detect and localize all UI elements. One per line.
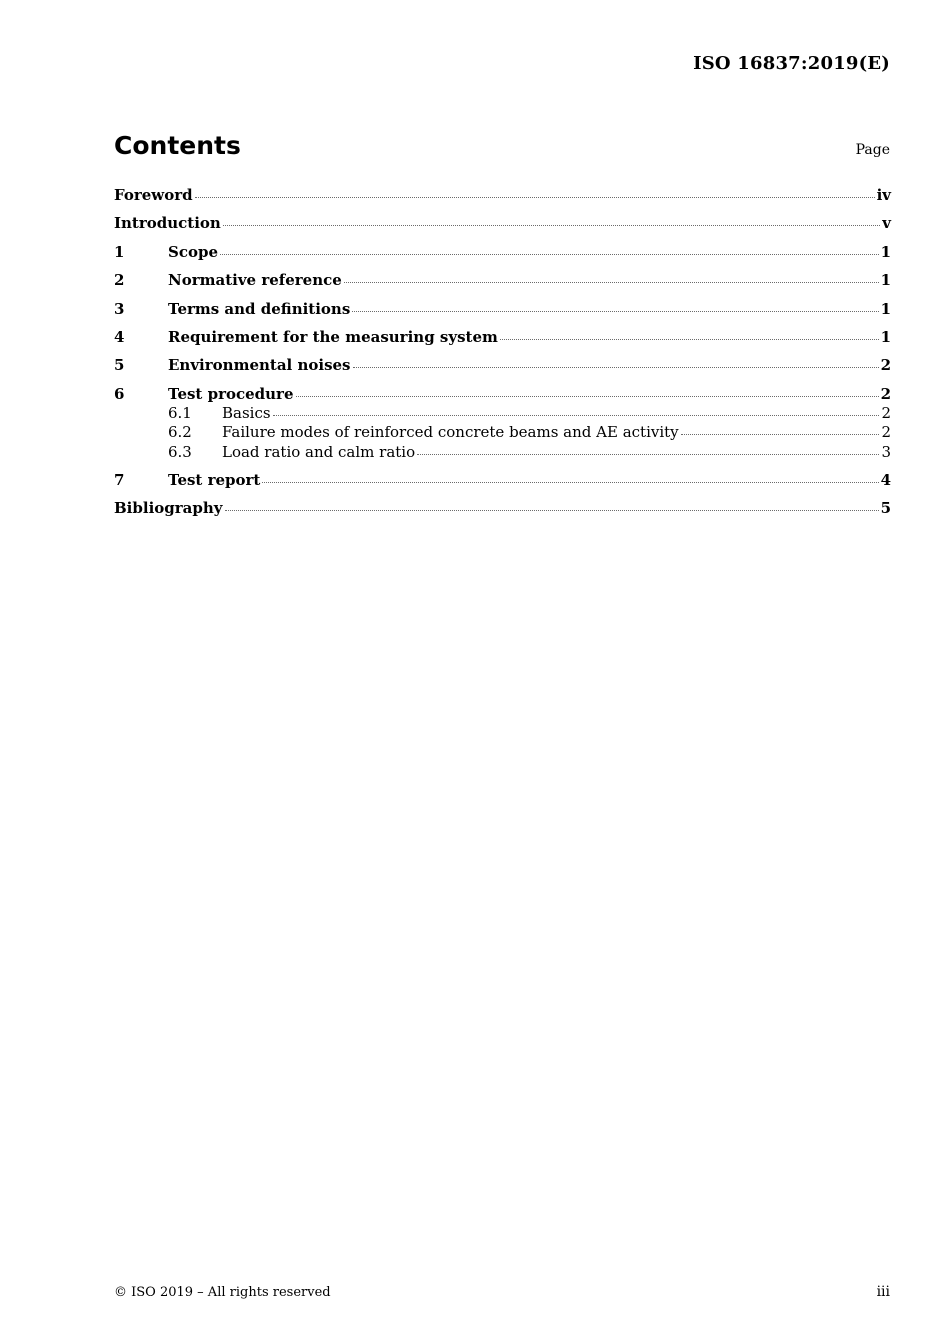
- toc-entry-number: 3: [114, 300, 125, 318]
- contents-heading: Contents: [114, 131, 241, 160]
- toc-entry-title: Environmental noises: [168, 356, 351, 374]
- toc-entry-page: 2: [880, 385, 891, 403]
- copyright-notice: © ISO 2019 – All rights reserved: [114, 1285, 331, 1300]
- toc-entry-page: 1: [880, 243, 891, 261]
- toc-entry-title: Introduction: [114, 214, 221, 232]
- dot-leader: [195, 197, 875, 198]
- toc-entry-number: 4: [114, 328, 125, 346]
- toc-entry-failure-modes[interactable]: [114, 423, 891, 441]
- toc-entry-number: 6: [114, 385, 125, 403]
- toc-entry-test-procedure[interactable]: [114, 385, 891, 403]
- dot-leader: [681, 434, 880, 435]
- toc-entry-number: 6.1: [168, 404, 192, 422]
- toc-entry-environmental-noises[interactable]: [114, 356, 891, 374]
- toc-entry-number: 1: [114, 243, 125, 261]
- dot-leader: [273, 415, 880, 416]
- toc-entry-title: Test procedure: [168, 385, 294, 403]
- toc-entry-requirement-measuring-system[interactable]: [114, 328, 891, 346]
- page-number: iii: [876, 1284, 890, 1300]
- toc-entry-load-ratio[interactable]: [114, 443, 891, 461]
- page-column-label: Page: [855, 142, 890, 158]
- toc-entry-scope[interactable]: [114, 243, 891, 261]
- toc-entry-number: 6.2: [168, 423, 192, 441]
- toc-entry-page: 4: [880, 471, 891, 489]
- toc-entry-foreword[interactable]: [114, 186, 891, 204]
- toc-entry-title: Requirement for the measuring system: [168, 328, 498, 346]
- toc-entry-page: 2: [880, 356, 891, 374]
- toc-entry-page: 5: [880, 499, 891, 517]
- dot-leader: [352, 311, 878, 312]
- dot-leader: [262, 482, 878, 483]
- toc-entry-number: 7: [114, 471, 125, 489]
- toc-entry-title: Bibliography: [114, 499, 223, 517]
- toc-entry-page: 1: [880, 271, 891, 289]
- toc-entry-page: v: [882, 214, 891, 232]
- toc-entry-page: 2: [881, 404, 891, 422]
- dot-leader: [296, 396, 879, 397]
- toc-entry-terms-and-definitions[interactable]: [114, 300, 891, 318]
- toc-entry-page: 1: [880, 300, 891, 318]
- toc-entry-basics[interactable]: [114, 404, 891, 422]
- toc-entry-number: 2: [114, 271, 125, 289]
- toc-entry-page: iv: [876, 186, 891, 204]
- toc-entry-page: 1: [880, 328, 891, 346]
- dot-leader: [220, 254, 879, 255]
- toc-entry-number: 6.3: [168, 443, 192, 461]
- toc-entry-title: Basics: [222, 404, 271, 422]
- toc-entry-introduction[interactable]: [114, 214, 891, 232]
- toc-entry-title: Load ratio and calm ratio: [222, 443, 416, 461]
- toc-entry-test-report[interactable]: [114, 471, 891, 489]
- toc-entry-title: Failure modes of reinforced concrete beams and AE activity: [222, 423, 679, 441]
- toc-entry-title: Normative reference: [168, 271, 342, 289]
- toc-entry-normative-reference[interactable]: [114, 271, 891, 289]
- toc-entry-number: 5: [114, 356, 125, 374]
- toc-entry-page: 2: [881, 423, 891, 441]
- toc-entry-title: Terms and definitions: [168, 300, 351, 318]
- toc-entry-title: Foreword: [114, 186, 193, 204]
- dot-leader: [223, 225, 880, 226]
- dot-leader: [353, 367, 879, 368]
- toc-entry-bibliography[interactable]: [114, 499, 891, 517]
- document-id: ISO 16837:2019(E): [693, 53, 890, 74]
- toc-entry-title: Test report: [168, 471, 261, 489]
- dot-leader: [500, 339, 879, 340]
- toc-entry-title: Scope: [168, 243, 219, 261]
- dot-leader: [417, 454, 879, 455]
- dot-leader: [225, 510, 879, 511]
- dot-leader: [344, 282, 879, 283]
- toc-entry-page: 3: [881, 443, 891, 461]
